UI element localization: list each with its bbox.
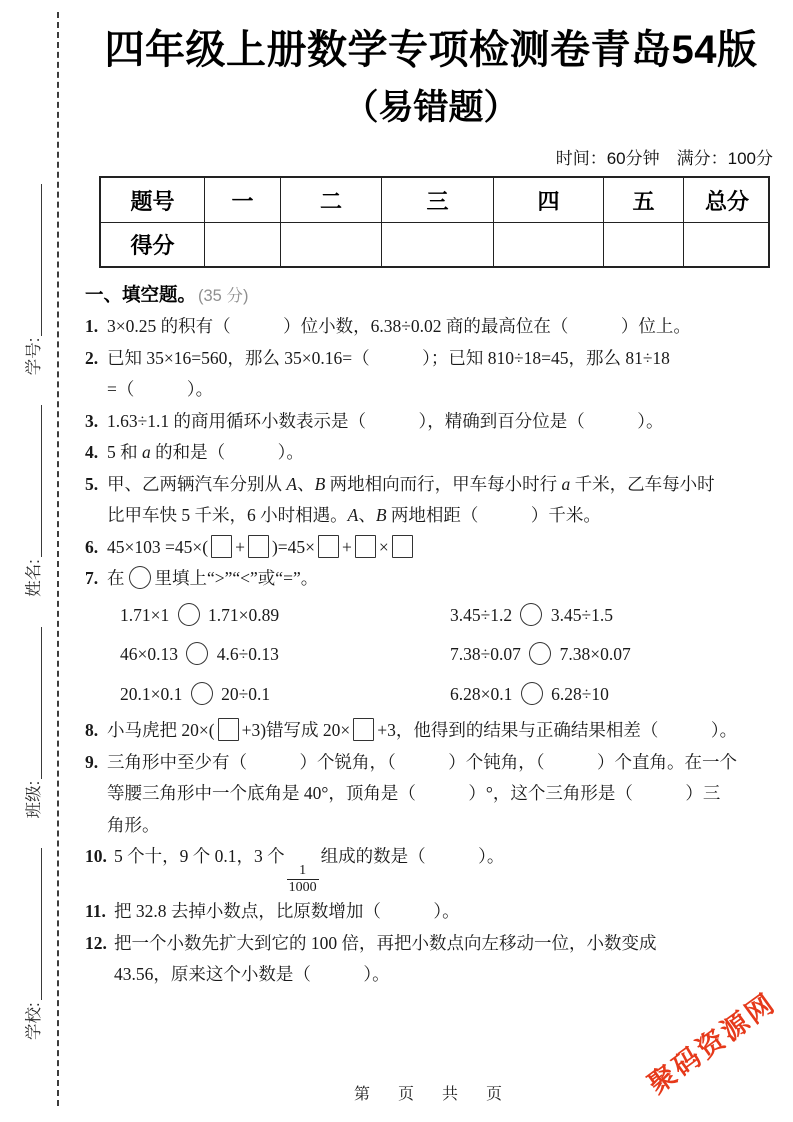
- compare-circle-icon: [521, 682, 543, 705]
- page-footer: 第 页 共 页: [353, 1086, 508, 1103]
- math-variable: B: [314, 473, 326, 494]
- question-number: 11.: [85, 901, 106, 922]
- score-table-header-cell: 总分: [683, 178, 770, 222]
- score-value-cell: [280, 222, 381, 266]
- blank-box-icon: [248, 535, 269, 558]
- score-table-header-cell: 题号: [130, 188, 175, 214]
- comparison-item: 7.38÷0.07 7.38×0.07: [450, 644, 631, 664]
- question-item: [85, 311, 777, 343]
- page-title: 四年级上册数学专项检测卷青岛54版: [104, 28, 758, 72]
- exam-content: [85, 0, 777, 991]
- question-text: 5 个十，9 个 0.1，3 个 $\frac{1}{1000}$ 组成的数是（ ）。: [114, 846, 505, 896]
- section-heading: [85, 281, 777, 307]
- question-text: 1.63÷1.1 的商用循环小数表示是（ ），精确到百分位是（ ）。: [107, 410, 664, 431]
- student-info-label: 学校:: [24, 1002, 43, 1040]
- comparison-item: 3.45÷1.2 3.45÷1.5: [450, 604, 613, 625]
- compare-circle-icon: [520, 603, 542, 626]
- blank-box-icon: [218, 718, 239, 741]
- question-number: 2.: [85, 347, 99, 368]
- compare-circle-icon: [186, 642, 208, 665]
- question-item: [85, 747, 777, 842]
- question-item: [85, 343, 777, 406]
- student-info-write-line: [39, 848, 42, 1000]
- score-table-header-cell: 一: [204, 178, 280, 222]
- question-number: 7.: [85, 568, 99, 588]
- watermark: 聚码资源网: [642, 987, 782, 1100]
- question-number: 3.: [85, 410, 99, 431]
- math-variable: a: [142, 442, 151, 462]
- question-number: 6.: [85, 536, 99, 557]
- score-table-header-cell: 四: [493, 178, 603, 222]
- question-text: 甲、乙两辆汽车分别从 A、B 两地相向而行，甲车每小时行 a 千米，乙车每小时 比甲车快 5 千米，6 小时相遇。A、B 两地相距（ ）千米。: [107, 473, 715, 525]
- compare-circle-icon: [178, 603, 200, 626]
- question-number: 9.: [85, 751, 99, 772]
- compare-circle-icon: [529, 642, 551, 665]
- blank-box-icon: [318, 535, 339, 558]
- question-text: 把 32.8 去掉小数点，比原数增加（ ）。: [114, 901, 460, 922]
- student-info-field: [26, 184, 43, 376]
- student-info-field: [26, 848, 43, 1040]
- math-variable: a: [561, 473, 571, 494]
- student-info-label: 学号:: [24, 337, 43, 376]
- score-value-cell: [603, 222, 683, 266]
- score-value-cell: [683, 222, 770, 266]
- fraction-numerator: 1: [299, 863, 307, 878]
- question-item: [85, 437, 777, 469]
- compare-circle-icon: [129, 566, 151, 589]
- score-value-cell: [381, 222, 493, 266]
- question-item: [85, 406, 777, 438]
- question-text: 已知 35×16=560，那么 35×0.16=（ ）；已知 810÷18=45，那么 81÷18 =（ ）。: [107, 347, 670, 399]
- section-points: (35 分): [198, 287, 249, 305]
- student-info-write-line: [39, 184, 42, 336]
- question-item: [85, 715, 777, 747]
- math-variable: A: [347, 505, 359, 525]
- question-number: 8.: [85, 720, 99, 740]
- question-text: 把一个小数先扩大到它的 100 倍，再把小数点向左移动一位，小数变成 43.56，原来这个小数是（ ）。: [114, 932, 657, 985]
- fraction-denominator: 1000: [288, 880, 317, 896]
- section-title: 一、填空题。: [85, 284, 197, 305]
- score-table-header-cell: 三: [381, 178, 493, 222]
- student-info-label: 姓名:: [24, 559, 43, 597]
- blank-box-icon: [211, 535, 232, 558]
- fraction: [287, 863, 319, 896]
- score-table-header-cell: 五: [603, 178, 683, 222]
- question-number: 1.: [85, 316, 99, 336]
- question-text: 在 里填上“>”“<”或“=”。: [107, 568, 319, 588]
- question-text: 小马虎把 20×( +3)错写成 20× +3，他得到的结果与正确结果相差（ ）。: [107, 720, 738, 740]
- comparison-item: 46×0.13 4.6÷0.13: [120, 644, 279, 664]
- question-item: [85, 841, 777, 896]
- question-number: 4.: [85, 442, 99, 462]
- exam-meta: 时间：60分钟 满分：100分: [555, 149, 773, 168]
- student-info-write-line: [39, 405, 42, 557]
- student-info-label: 班级:: [24, 780, 43, 819]
- comparison-item: 20.1×0.1 20÷0.1: [120, 683, 271, 704]
- math-variable: A: [286, 473, 298, 494]
- score-value-cell: [493, 222, 603, 266]
- score-table-header-cell: 二: [280, 178, 381, 222]
- question-number: 10.: [85, 846, 107, 866]
- question-item: [85, 896, 777, 928]
- math-variable: B: [375, 505, 387, 525]
- score-table: [99, 176, 770, 268]
- question-text: 5 和 a 的和是（ ）。: [107, 442, 304, 462]
- question-number: 5.: [85, 473, 99, 494]
- page-subtitle: （易错题）: [343, 88, 519, 127]
- question-text: 三角形中至少有（ ）个锐角，（ ）个钝角，（ ）个直角。在一个 等腰三角形中一个底角是 40°，顶角是（ ）°，这个三角形是（ ）三 角形。: [107, 751, 737, 835]
- blank-box-icon: [353, 718, 374, 741]
- question-text: 3×0.25 的积有（ ）位小数，6.38÷0.02 商的最高位在（ ）位上。: [107, 316, 691, 336]
- student-info-field: [26, 627, 43, 819]
- seal-dashed-line: [57, 12, 59, 1106]
- blank-box-icon: [392, 535, 413, 558]
- question-text: 45×103 =45×( + )=45× + ×: [107, 537, 416, 557]
- question-item: [85, 563, 777, 710]
- comparison-grid: [107, 600, 777, 711]
- comparison-item: 1.71×1 1.71×0.89: [120, 604, 280, 625]
- score-row-label: 得分: [101, 222, 204, 266]
- student-info-strip: [8, 57, 50, 1062]
- question-number: 12.: [85, 932, 107, 953]
- student-info-write-line: [39, 627, 42, 779]
- question-item: [85, 928, 777, 991]
- student-info-field: [26, 405, 43, 597]
- question-list: [85, 311, 777, 991]
- comparison-item: 6.28×0.1 6.28÷10: [450, 683, 609, 704]
- question-item: [85, 469, 777, 532]
- score-value-cell: [204, 222, 280, 266]
- compare-circle-icon: [191, 682, 213, 705]
- question-item: [85, 532, 777, 564]
- blank-box-icon: [355, 535, 376, 558]
